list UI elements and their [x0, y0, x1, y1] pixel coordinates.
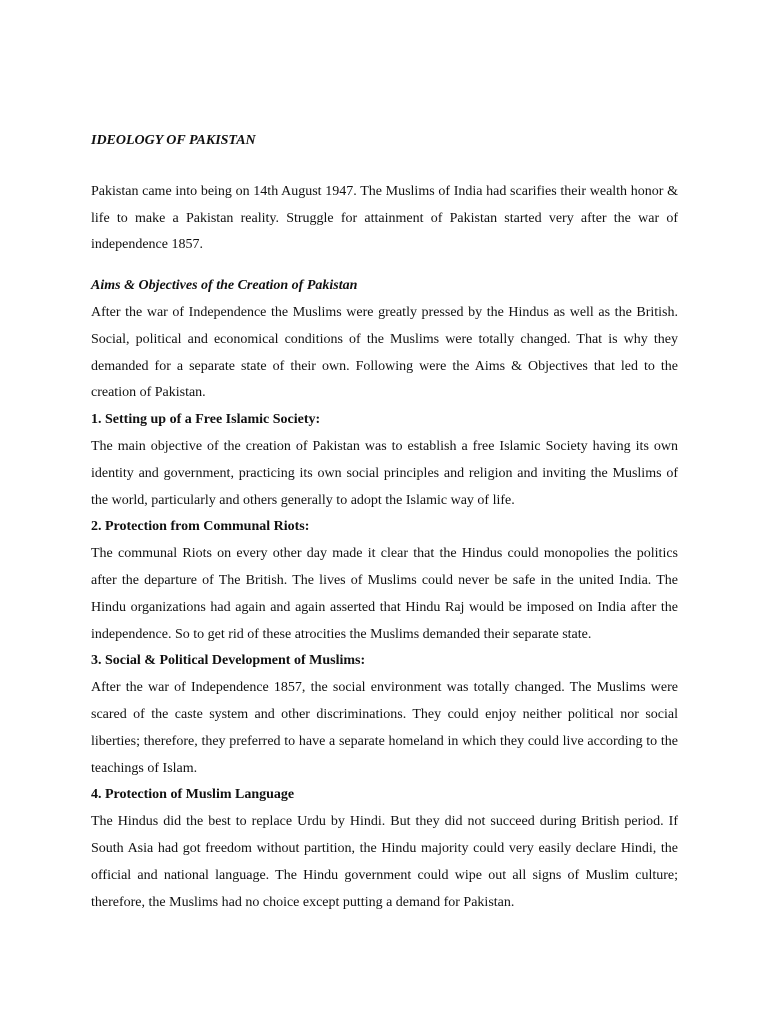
section-body-3: After the war of Independence 1857, the social environment was totally changed. The Muslims were scared of the caste system and other discriminations. They could enjoy neither political nor social liberties; therefore, they preferred to have a separate homeland in which they could live according to the teachings of Islam. — [91, 680, 678, 776]
section-heading-3: 3. Social & Political Development of Muslims: — [91, 653, 366, 669]
aims-heading: Aims & Objectives of the Creation of Pakistan — [91, 278, 358, 294]
section-heading-4: 4. Protection of Muslim Language — [91, 787, 295, 803]
section-body-4: The Hindus did the best to replace Urdu by Hindi. But they did not succeed during British period. If South Asia had got freedom without partition, the Hindu majority could very easily declare Hindi, the official and national language. The Hindu government could wipe out all signs of Muslim culture; therefore, the Muslims had no choice except putting a demand for Pakistan. — [91, 814, 678, 910]
section-heading-1: 1. Setting up of a Free Islamic Society: — [91, 412, 321, 428]
section-body-2: The communal Riots on every other day made it clear that the Hindus could monopolies the politics after the departure of The British. The lives of Muslims could never be safe in the united India. The Hindu organizations had again and again asserted that Hindu Raj would be imposed on India after the independence. So to get rid of these atrocities the Muslims demanded their separate state. — [91, 546, 678, 642]
aims-intro-paragraph: After the war of Independence the Muslims were greatly pressed by the Hindus as well as the British. Social, political and economical conditions of the Muslims were totally changed. That is why they demanded for a separate state of their own. Following were the Aims & Objectives that led to the creation of Pakistan. — [91, 304, 678, 401]
section-body-1: The main objective of the creation of Pakistan was to establish a free Islamic Society having its own identity and government, practicing its own social principles and religion and inviting the Muslims of the world, particularly and others generally to adopt the Islamic way of life. — [91, 438, 678, 508]
section-heading-2: 2. Protection from Communal Riots: — [91, 519, 310, 535]
document-page — [91, 128, 678, 916]
intro-paragraph: Pakistan came into being on 14th August 1947. The Muslims of India had scarifies their wealth honor & life to make a Pakistan reality. Struggle for attainment of Pakistan started very after the war of independence 1857. — [91, 183, 678, 253]
document-title: IDEOLOGY OF PAKISTAN — [91, 133, 256, 148]
